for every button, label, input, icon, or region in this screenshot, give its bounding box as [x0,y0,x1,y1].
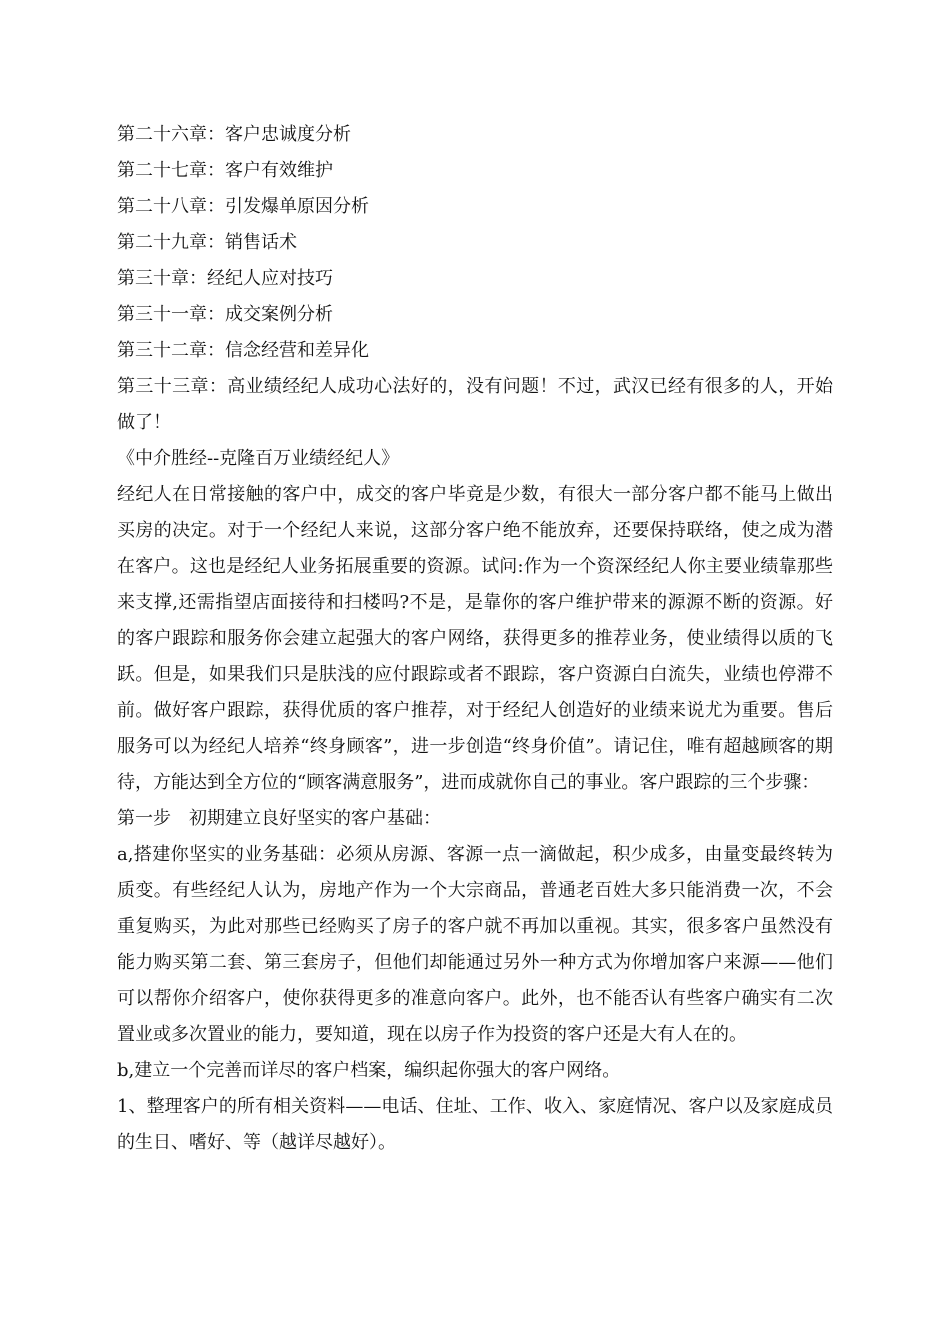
chapter-29: 第二十九章：销售话术 [117,232,297,253]
item-1-paragraph: 1、整理客户的所有相关资料——电话、住址、工作、收入、家庭情况、客户以及家庭成员的生日、嗜好、等（越详尽越好）。 [117,1096,833,1153]
chapter-28: 第二十八章：引发爆单原因分析 [117,196,369,217]
chapter-26: 第二十六章：客户忠诚度分析 [117,124,351,145]
chapter-30: 第三十章：经纪人应对技巧 [117,268,333,289]
chapter-31: 第三十一章：成交案例分析 [117,304,333,325]
chapter-33: 第三十三章：高业绩经纪人成功心法好的，没有问题！不过，武汉已经有很多的人，开始做了！ [117,376,833,433]
chapter-32: 第三十二章：信念经营和差异化 [117,340,369,361]
chapter-27: 第二十七章：客户有效维护 [117,160,333,181]
book-title: 《中介胜经--克隆百万业绩经纪人》 [117,448,400,469]
intro-paragraph: 经纪人在日常接触的客户中，成交的客户毕竟是少数，有很大一部分客户都不能马上做出买房的决定。对于一个经纪人来说，这部分客户绝不能放弃，还要保持联络，使之成为潜在客户。这也是经纪人业务拓展重要的资源。试问:作为一个资深经纪人你主要业绩靠那些来支撑,还需指望店面接待和扫楼吗?不是，是靠你的客户维护带来的源源不断的资源。好的客户跟踪和服务你会建立起强大的客户网络，获得更多的推荐业务，使业绩得以质的飞跃。但是，如果我们只是肤浅的应付跟踪或者不跟踪，客户资源白白流失，业绩也停滞不前。做好客户跟踪，获得优质的客户推荐，对于经纪人创造好的业绩来说尤为重要。售后服务可以为经纪人培养“终身顾客”，进一步创造“终身价值”。请记住，唯有超越顾客的期待，方能达到全方位的“顾客满意服务”，进而成就你自己的事业。客户跟踪的三个步骤： [117,484,833,793]
point-b-line: b,建立一个完善而详尽的客户档案，编织起你强大的客户网络。 [117,1060,621,1081]
step-1-heading: 第一步 初期建立良好坚实的客户基础： [117,808,441,829]
document-page [117,117,833,1161]
point-a-paragraph: a,搭建你坚实的业务基础：必须从房源、客源一点一滴做起，积少成多，由量变最终转为质变。有些经纪人认为，房地产作为一个大宗商品，普通老百姓大多只能消费一次，不会重复购买，为此对那些已经购买了房子的客户就不再加以重视。其实，很多客户虽然没有能力购买第二套、第三套房子，但他们却能通过另外一种方式为你增加客户来源——他们可以帮你介绍客户，使你获得更多的准意向客户。此外，也不能否认有些客户确实有二次置业或多次置业的能力，要知道，现在以房子作为投资的客户还是大有人在的。 [117,844,833,1045]
